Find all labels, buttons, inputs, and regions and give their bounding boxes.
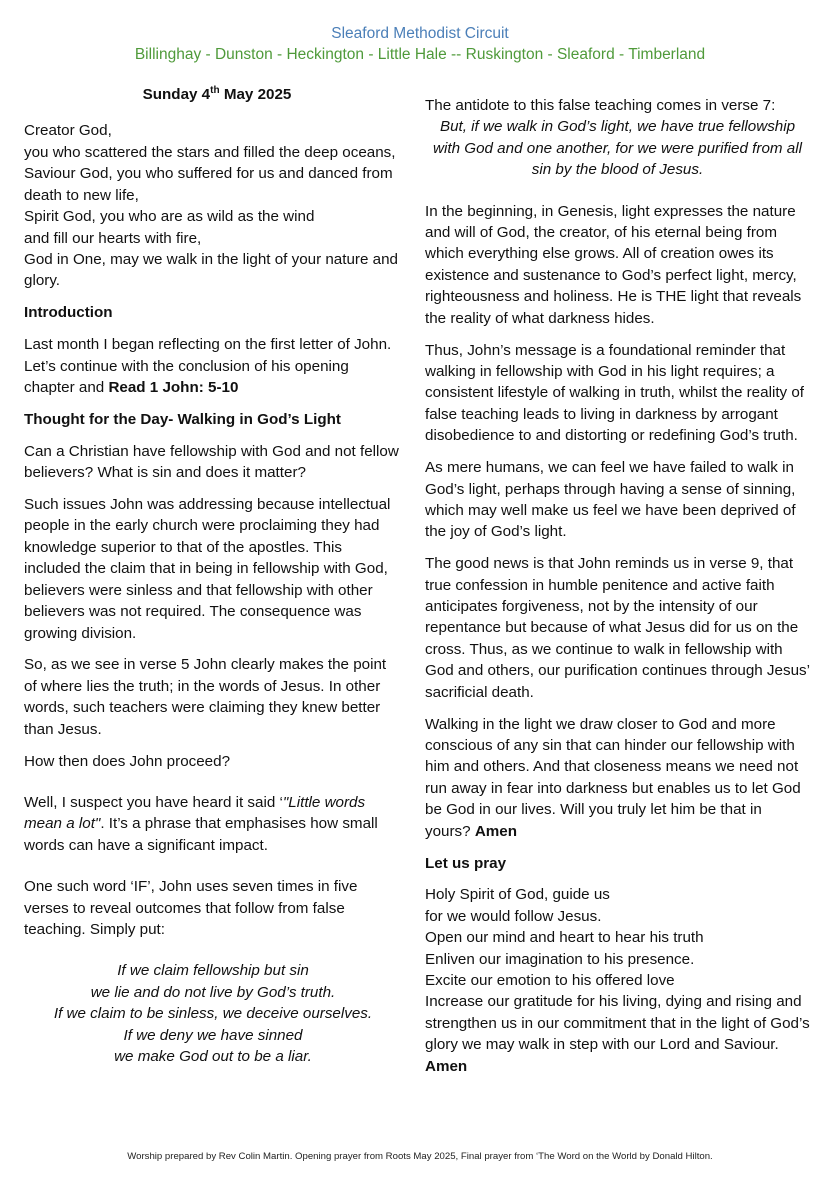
thought-paragraph-2: Such issues John was addressing because intellectual people in the early church were proclaiming they had knowledge superior to that of the apostles. This included the claim that in being in fellowship with God, believers were sinless and that fellowship with other believers was not required. The consequence was growing division.: [24, 496, 391, 642]
thought-paragraph-3: So, as we see in verse 5 John clearly makes the point of where lies the truth; in the words of Jesus. In other words, such teachers were claiming they knew better than Jesus.: [24, 656, 387, 738]
thought-heading: Thought for the Day- Walking in God’s Light: [24, 410, 341, 428]
closing-prayer: Holy Spirit of God, guide us for we would follow Jesus. Open our mind and heart to hear his truth Enliven our imagination to his presence. Excite our emotion to his offered love Increase our gratitude for his living, dying and rising and strengthen us in our commitment that in the light of God’s glory we may walk in step with our Lord and Saviour. Amen: [425, 886, 810, 1075]
right-paragraph-5: Walking in the light we draw closer to God and more conscious of any sin that can hinder our fellowship with him and others. And that closeness means we need not run away in fear into darkness but enables us to let God be God in our lives. Will you truly let him be that in yours? Amen: [425, 715, 801, 840]
pray-heading: Let us pray: [425, 854, 507, 872]
thought-paragraph-4: How then does John proceed?: [24, 752, 231, 770]
introduction-heading: Introduction: [24, 304, 113, 322]
right-paragraph-3: As mere humans, we can feel we have failed to walk in God’s light, perhaps through having a sense of sinning, which may well make us feel we have been deprived of the joy of God’s light.: [425, 459, 796, 541]
thought-paragraph-6: One such word ‘IF’, John uses seven times in five verses to reveal outcomes that follow from false teaching. Simply put:: [24, 878, 358, 938]
right-paragraph-1: In the beginning, in Genesis, light expresses the nature and will of God, the creator, of his eternal being from which everything else grows. All of creation owes its existence and sustenance to God’s perfect light, mercy, righteousness and holiness. He is THE light that reveals the reality of what darkness hides.: [425, 202, 802, 327]
right-paragraph-4: The good news is that John reminds us in verse 9, that true confession in humble penitence and active faith anticipates forgiveness, not by the intensity of our repentance but because of what Jesus did for us on the cross. Thus, as we continue to walk in fellowship with God and others, our purification continues through Jesus’ sacrificial death.: [425, 555, 810, 701]
service-date: Sunday 4th May 2025: [142, 85, 292, 104]
antidote-intro: The antidote to this false teaching comes in verse 7:: [425, 97, 776, 114]
right-column: [425, 95, 810, 1088]
reading-reference: Read 1 John: 5-10: [108, 378, 239, 396]
footer-credits: Worship prepared by Rev Colin Martin. Opening prayer from Roots May 2025, Final prayer from ‘The Word on the World by Donald Hilton.: [127, 1151, 713, 1162]
opening-prayer: Creator God, you who scattered the stars and filled the deep oceans, Saviour God, you who suffered for us and danced from death to new life, Spirit God, you who are as wild as the wind and fill our hearts with fire, God in One, may we walk in the light of your nature and glory.: [24, 122, 398, 290]
right-paragraph-2: Thus, John’s message is a foundational reminder that walking in fellowship with God in his light requires; a consistent lifestyle of walking in truth, whilst the reality of false teaching leads to living in darkness by arrogant disobedience to and distorting or redefining God’s truth.: [425, 341, 805, 445]
circuit-title: Sleaford Methodist Circuit: [331, 25, 509, 42]
introduction-text: Last month I began reflecting on the first letter of John. Let’s continue with the conclusion of his opening chapter and Read 1 John: 5-10: [24, 336, 392, 396]
thought-paragraph-5: Well, I suspect you have heard it said ‘"Little words mean a lot". It’s a phrase that emphasises how small words can have a significant impact.: [24, 793, 378, 854]
thought-paragraph-1: Can a Christian have fellowship with God and not fellow believers? What is sin and does it matter?: [24, 442, 399, 482]
left-column: [24, 80, 402, 1078]
antidote-quote: But, if we walk in God’s light, we have true fellowship with God and one another, for we were purified from all sin by the blood of Jesus.: [433, 118, 802, 179]
circuit-places: Billinghay - Dunston - Heckington - Little Hale -- Ruskington - Sleaford - Timberland: [134, 46, 706, 63]
if-quote: If we claim fellowship but sin we lie and do not live by God’s truth. If we claim to be sinless, we deceive ourselves. If we deny we have sinned we make God out to be a liar.: [53, 962, 373, 1065]
